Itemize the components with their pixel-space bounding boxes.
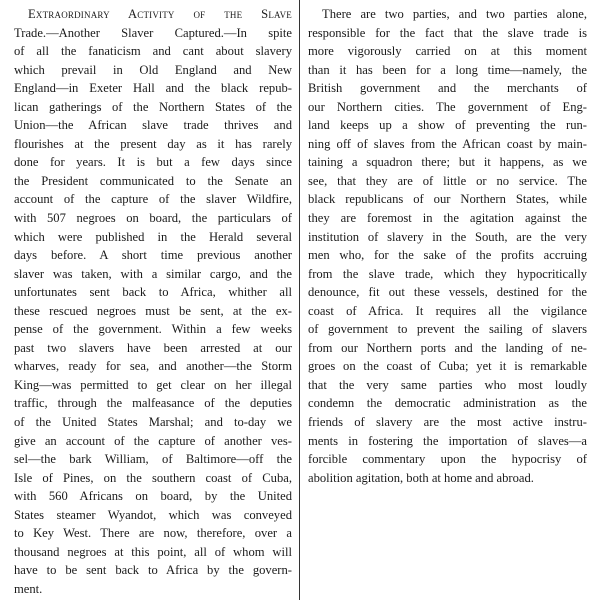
text-line: There are two parties, and two parties alone,	[322, 7, 587, 21]
text-line: ning off of slaves from the African coast by main-	[308, 136, 587, 151]
text-line: land keeps up a show of preventing the run-	[308, 118, 587, 133]
text-line: England—in Exeter Hall and the black repub-	[14, 81, 292, 96]
text-line: done for years. It is but a few days since	[14, 155, 292, 170]
column-divider	[299, 0, 300, 600]
text-line: flourishes at the present day as it has rarely	[14, 136, 292, 151]
text-line: thousand negroes at this point, all of whom will	[14, 544, 292, 559]
text-line: ment.	[14, 581, 43, 596]
text-line: King—was permitted to get clear on her illegal	[14, 377, 292, 392]
text-line: of all the fanaticism and cant about slavery	[14, 44, 292, 59]
text-line: wharves, ready for sea, and another—the Storm	[14, 359, 292, 374]
text-line: groes on the coast of Cuba; yet it is remarkable	[308, 359, 587, 374]
text-line: black republicans of our Northern States, while	[308, 192, 587, 207]
text-line: condemn the democratic administration as the	[308, 396, 587, 411]
text-line: with 507 negroes on board, the particulars of	[14, 211, 292, 226]
text-line: denounce, fit out these vessels, destined for the	[308, 285, 587, 300]
text-line: have to be sent back to Africa by the govern-	[14, 563, 292, 578]
text-line: give an account of the capture of another ves-	[14, 433, 292, 448]
text-line: responsible for the fact that the slave trade is	[308, 25, 587, 40]
text-line: past two slavers have been arrested at our	[14, 340, 292, 355]
headline-line: Extraordinary Activity of the Slave	[28, 7, 292, 21]
text-line: which prevail in Old England and New	[14, 62, 292, 77]
text-line: which were published in the Herald several	[14, 229, 292, 244]
text-line: of government to prevent the sailing of slavers	[308, 322, 587, 337]
text-line: coast of Africa. It requires all the vigilance	[308, 303, 587, 318]
text-line: with 560 Africans on board, by the United	[14, 489, 292, 504]
text-line: from our Northern ports and the landing of ne-	[308, 340, 587, 355]
text-line: the President communicated to the Senate an	[14, 173, 292, 188]
text-line: pense of the government. Within a few weeks	[14, 322, 292, 337]
text-line: our Northern cities. The government of Eng-	[308, 99, 587, 114]
text-line: days before. A short time previous another	[14, 248, 292, 263]
text-line: abolition agitation, both at home and abroad.	[308, 470, 534, 485]
text-line: see, that they are of little or no service. The	[308, 173, 587, 188]
text-line: these rescued negroes must be sent, at the ex-	[14, 303, 292, 318]
text-line: Trade.—Another Slaver Captured.—In spite	[14, 25, 292, 40]
text-line: lican gatherings of the Northern States of the	[14, 99, 292, 114]
left-column	[14, 5, 292, 599]
text-line: of the United States Marshal; and to-day we	[14, 415, 292, 430]
text-line: account of the capture of the slaver Wildfire,	[14, 192, 292, 207]
text-line: from the slave trade, which they hypocritically	[308, 266, 587, 281]
text-line: States steamer Wyandot, which was conveyed	[14, 507, 292, 522]
text-line: that the very same parties who most loudly	[308, 377, 587, 392]
text-line: Isle of Pines, on the southern coast of Cuba,	[14, 470, 292, 485]
text-line: men who, for the sake of the profits accruing	[308, 248, 587, 263]
text-line: sel—the bark William, of Baltimore—off the	[14, 452, 292, 467]
text-line: ments in fostering the importation of slaves—a	[308, 433, 587, 448]
text-line: friends of slavery are the most active instru-	[308, 415, 587, 430]
text-line: they are foremost in the agitation against the	[308, 211, 587, 226]
text-line: institution of slavery in the South, are the very	[308, 229, 587, 244]
text-line: forcible commentary upon the hypocrisy of	[308, 452, 587, 467]
text-line: to Key West. There are now, therefore, over a	[14, 526, 292, 541]
text-line: taining a squadron there; but it happens, as we	[308, 155, 587, 170]
right-column	[308, 5, 587, 487]
text-line: than it has been for a long time—namely, the	[308, 62, 587, 77]
text-line: Union—the African slave trade thrives and	[14, 118, 292, 133]
text-line: slaver was taken, with a similar cargo, and the	[14, 266, 292, 281]
text-line: more vigorously carried on at this moment	[308, 44, 587, 59]
text-line: traffic, through the malfeasance of the deputies	[14, 396, 292, 411]
text-line: British government and the merchants of	[308, 81, 587, 96]
text-line: unfortunates sent back to Africa, whither all	[14, 285, 292, 300]
